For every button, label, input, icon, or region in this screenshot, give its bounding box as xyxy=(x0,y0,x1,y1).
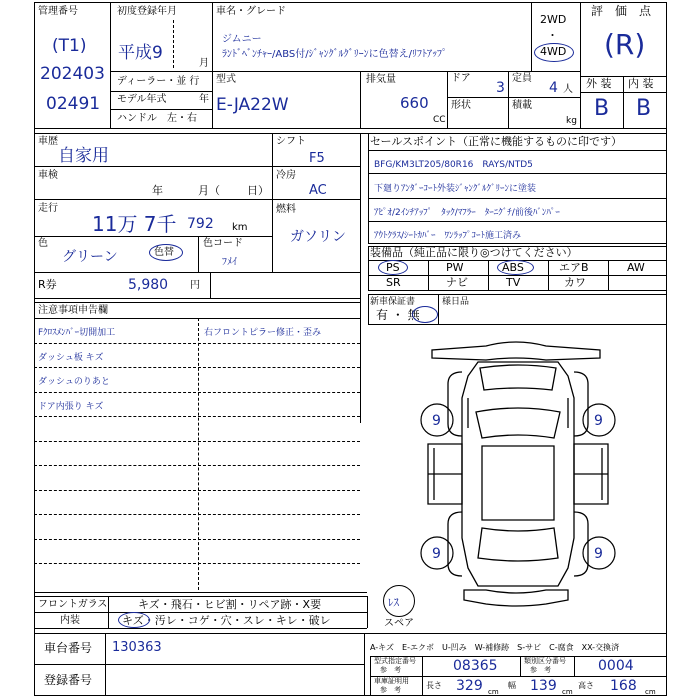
capacity-unit: 人 xyxy=(563,84,573,95)
equip-aw: AW xyxy=(627,261,645,274)
category-label: 類別区分番号 xyxy=(524,657,566,665)
equip-sr: SR xyxy=(386,276,401,289)
usage-value: 自家用 xyxy=(58,146,109,166)
color-code-value: ﾌﾒｲ xyxy=(222,257,237,268)
width-label: 幅 xyxy=(508,681,516,690)
mileage-label: 走行 xyxy=(38,203,58,214)
mgmt-number-1: 202403 xyxy=(40,64,105,84)
inspection-day: 日） xyxy=(247,184,269,197)
equip-abs-circle xyxy=(497,260,534,275)
handle-label: ハンドル 左・右 xyxy=(117,113,197,124)
sales-point-1: BFG/KM3LT205/80R16 RAYS/NTD5 xyxy=(374,160,533,170)
drive-4wd: 4WD xyxy=(540,45,567,58)
equip-navi: ナビ xyxy=(446,276,468,289)
color-label: 色 xyxy=(38,238,48,249)
length-label: 長さ xyxy=(426,681,442,690)
recycle-label: R券 xyxy=(38,278,57,291)
name-grade-label: 車名・グレード xyxy=(216,6,286,17)
recycle-value: 5,980 xyxy=(128,277,169,293)
note-left-4: ドア内張り キズ xyxy=(38,401,104,412)
damage-legend: A-キズ E-エクボ U-凹み W-補修跡 S-サビ C-腐食 XX-交換済 xyxy=(370,643,620,652)
length-value: 329 xyxy=(456,678,483,694)
width-value: 139 xyxy=(530,678,557,694)
cert-label: 車庫証明用 xyxy=(374,677,409,685)
fuel-value: ガソリン xyxy=(290,229,346,245)
drive-dot: ・ xyxy=(547,29,558,42)
front-glass-label: フロントガラス xyxy=(38,599,108,610)
exterior-label: 外 装 xyxy=(586,77,612,90)
type-value: E-JA22W xyxy=(216,95,289,115)
category-value: 0004 xyxy=(598,658,634,674)
height-unit: cm xyxy=(645,688,656,696)
door-label: ドア xyxy=(451,73,471,84)
capacity-label: 定員 xyxy=(512,73,532,84)
year-unit: 年 xyxy=(199,94,209,105)
mileage-value: 11万 7千 xyxy=(92,212,177,236)
spare-label: スペア xyxy=(384,618,414,629)
loading-label: 積載 xyxy=(512,100,532,111)
equip-airbag: エアB xyxy=(559,261,589,274)
sales-point-3: ｱﾋﾟｵ/2ｲﾝﾁｱｯﾌﾟ ﾀｯｸ/ﾏﾌﾗｰ ﾀｰﾆｸﾞﾁ/前後ﾊﾞﾝﾊﾟｰ xyxy=(374,208,560,218)
interior-options: キズ・汚レ・コゲ・穴・スレ・キレ・破レ xyxy=(122,614,331,627)
fuel-label: 燃料 xyxy=(276,204,296,215)
car-grade: ﾗﾝﾄﾞﾍﾞﾝﾁｬｰ/ABS付/ｼﾞｬﾝｸﾞﾙｸﾞﾘｰﾝに色替え/ﾘﾌﾄｱｯﾌﾟ xyxy=(222,49,447,60)
inspection-month: 月（ xyxy=(198,184,220,197)
shift-label: シフト xyxy=(276,136,306,147)
car-body-diagram xyxy=(368,328,667,628)
exterior-grade: B xyxy=(594,96,610,121)
warranty-none-circle xyxy=(412,306,438,323)
cert-sub: 参 考 xyxy=(380,686,401,694)
mgmt-label: 管理番号 xyxy=(38,6,78,17)
eval-score: (R) xyxy=(604,28,646,61)
equip-tv: TV xyxy=(506,276,521,289)
sales-point-2: 下廻りｱﾝﾀﾞｰｺｰﾄ外装ｼﾞｬﾝｸﾞﾙｸﾞﾘｰﾝに塗装 xyxy=(374,184,537,194)
note-left-3: ダッシュのりあと xyxy=(38,377,110,387)
note-right-1: 右フロントピラー修正・歪み xyxy=(204,328,322,338)
logbook-label: 様日品 xyxy=(442,297,470,307)
sales-point-4: ｱｳﾄｸﾗｽ/ｼｰﾄｶﾊﾞｰ ﾜﾝﾗｯﾌﾟｺｰﾄ施工済み xyxy=(374,231,522,241)
type-designation-value: 08365 xyxy=(453,658,498,674)
width-unit: cm xyxy=(562,688,573,696)
kg-unit: kg xyxy=(566,116,577,126)
chassis-number: 130363 xyxy=(112,640,162,655)
mileage-unit: km xyxy=(232,222,248,233)
equipment-label: 装備品（純正品に限り◎つけてください） xyxy=(370,246,578,259)
first-reg-unit: 月 xyxy=(199,58,209,69)
inspection-year: 年 xyxy=(152,184,163,197)
displacement-label: 排気量 xyxy=(366,74,396,85)
first-reg-label: 初度登録年月 xyxy=(117,6,177,17)
height-value: 168 xyxy=(610,678,637,694)
front-glass-options: キズ・飛石・ヒビ割・リペア跡・X要 xyxy=(138,598,322,611)
eval-label: 評 価 点 xyxy=(591,4,652,18)
first-reg-value: 平成9 xyxy=(118,43,163,63)
usage-label: 車歴 xyxy=(38,136,58,147)
mileage-small: 792 xyxy=(187,216,214,232)
category-sub: 参 考 xyxy=(530,666,551,674)
type-designation-sub: 参 考 xyxy=(380,666,401,674)
type-designation-label: 型式指定番号 xyxy=(374,657,416,665)
color-code-label: 色コード xyxy=(203,238,243,249)
equip-pw: PW xyxy=(446,261,464,274)
dealer-label: ディーラー・並 行 xyxy=(117,76,200,87)
color-change: 色替 xyxy=(154,247,174,258)
tire-rear-right: 9 xyxy=(594,546,603,562)
cc-unit: CC xyxy=(433,115,446,125)
mgmt-number-2: 02491 xyxy=(46,94,101,114)
door-value: 3 xyxy=(496,80,505,96)
ac-value: AC xyxy=(309,183,327,198)
interior-glass-label: 内装 xyxy=(60,615,80,626)
displacement-value: 660 xyxy=(400,94,429,112)
equip-ps-circle xyxy=(378,260,408,275)
equip-ps: PS xyxy=(386,261,400,274)
drive-2wd: 2WD xyxy=(540,13,567,26)
note-left-2: ダッシュ板 キズ xyxy=(38,352,104,363)
spare-note: ﾚｽ xyxy=(388,596,399,609)
shape-label: 形状 xyxy=(451,100,471,111)
inspection-label: 車検 xyxy=(38,170,58,181)
note-left-1: Fｸﾛｽﾒﾝﾊﾞｰ切開加工 xyxy=(38,328,116,338)
equip-abs: ABS xyxy=(502,261,524,274)
notes-label: 注意事項申告欄 xyxy=(38,305,108,316)
drive-4wd-circle xyxy=(534,43,574,62)
interior-scratch-circle xyxy=(118,612,150,628)
tire-rear-left: 9 xyxy=(432,546,441,562)
mgmt-prefix: (T1) xyxy=(52,36,87,56)
tire-front-right: 9 xyxy=(594,413,603,429)
warranty-label: 新車保証書 xyxy=(370,297,416,307)
warranty-value: 有 ・ 無 xyxy=(376,308,420,322)
interior-grade: B xyxy=(636,96,652,121)
model-year-label: モデル年式 xyxy=(117,94,167,105)
sales-points-label: セールスポイント（正常に機能するものに印です） xyxy=(370,135,623,148)
capacity-value: 4 xyxy=(549,80,558,96)
recycle-unit: 円 xyxy=(190,280,200,291)
equip-leather: カワ xyxy=(564,276,586,289)
reg-label: 登録番号 xyxy=(44,673,93,687)
color-change-circle xyxy=(149,244,183,261)
length-unit: cm xyxy=(488,688,499,696)
car-name: ジムニー xyxy=(222,34,262,45)
ac-label: 冷房 xyxy=(276,170,296,181)
interior-label: 内 装 xyxy=(628,77,654,90)
color-value: グリーン xyxy=(62,249,118,265)
chassis-label: 車台番号 xyxy=(44,641,93,655)
height-label: 高さ xyxy=(578,681,594,690)
shift-value: F5 xyxy=(309,151,325,166)
type-label: 型式 xyxy=(216,74,236,85)
tire-front-left: 9 xyxy=(432,413,441,429)
